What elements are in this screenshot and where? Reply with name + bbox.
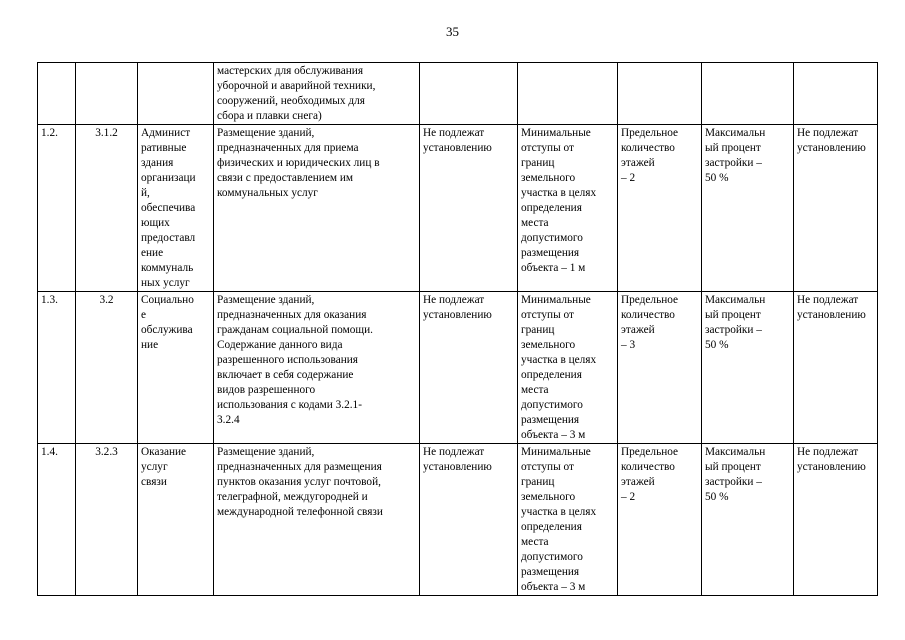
table-row <box>38 292 878 444</box>
setback-cell: Минимальные отступы от границ земельного участка в целях определения места допустимого размещения объекта – 3 м <box>518 444 618 596</box>
row-number-cell: 1.3. <box>38 292 76 444</box>
use-name-cell: Социально е обслужива ние <box>138 292 214 444</box>
floors-cell: Предельное количество этажей – 2 <box>618 125 702 292</box>
row-number-cell: 1.2. <box>38 125 76 292</box>
restrictions-cell: Не подлежат установлению <box>794 292 878 444</box>
coverage-cell: Максимальн ый процент застройки – 50 % <box>702 444 794 596</box>
min-plot-size-cell: Не подлежат установлению <box>420 292 518 444</box>
setback-cell: Минимальные отступы от границ земельного участка в целях определения места допустимого размещения объекта – 3 м <box>518 292 618 444</box>
row-number-cell <box>38 63 76 125</box>
use-description-cell: Размещение зданий, предназначенных для оказания гражданам социальной помощи. Содержание данного вида разрешенного использования включает в себя содержание видов разрешенного использования с кодами 3.2.1- 3.2.4 <box>214 292 420 444</box>
table-row <box>38 125 878 292</box>
use-description-cell: Размещение зданий, предназначенных для приема физических и юридических лиц в связи с предоставлением им коммунальных услуг <box>214 125 420 292</box>
page-number: 35 <box>446 24 459 39</box>
setback-cell <box>518 63 618 125</box>
floors-cell <box>618 63 702 125</box>
coverage-cell <box>702 63 794 125</box>
row-number-cell: 1.4. <box>38 444 76 596</box>
floors-cell: Предельное количество этажей – 3 <box>618 292 702 444</box>
use-code-cell <box>76 63 138 125</box>
min-plot-size-cell: Не подлежат установлению <box>420 444 518 596</box>
use-name-cell <box>138 63 214 125</box>
min-plot-size-cell <box>420 63 518 125</box>
use-code-cell: 3.2 <box>76 292 138 444</box>
land-use-table <box>37 62 878 596</box>
restrictions-cell: Не подлежат установлению <box>794 125 878 292</box>
min-plot-size-cell: Не подлежат установлению <box>420 125 518 292</box>
restrictions-cell <box>794 63 878 125</box>
setback-cell: Минимальные отступы от границ земельного участка в целях определения места допустимого размещения объекта – 1 м <box>518 125 618 292</box>
table-row <box>38 63 878 125</box>
use-name-cell: Админист ративные здания организаци й, обеспечива ющих предоставл ение коммуналь ных услуг <box>138 125 214 292</box>
use-code-cell: 3.2.3 <box>76 444 138 596</box>
coverage-cell: Максимальн ый процент застройки – 50 % <box>702 125 794 292</box>
restrictions-cell: Не подлежат установлению <box>794 444 878 596</box>
table-row <box>38 444 878 596</box>
floors-cell: Предельное количество этажей – 2 <box>618 444 702 596</box>
coverage-cell: Максимальн ый процент застройки – 50 % <box>702 292 794 444</box>
use-description-cell: Размещение зданий, предназначенных для размещения пунктов оказания услуг почтовой, телеграфной, междугородней и международной телефонной связи <box>214 444 420 596</box>
use-code-cell: 3.1.2 <box>76 125 138 292</box>
use-name-cell: Оказание услуг связи <box>138 444 214 596</box>
use-description-cell: мастерских для обслуживания уборочной и аварийной техники, сооружений, необходимых для сбора и плавки снега) <box>214 63 420 125</box>
